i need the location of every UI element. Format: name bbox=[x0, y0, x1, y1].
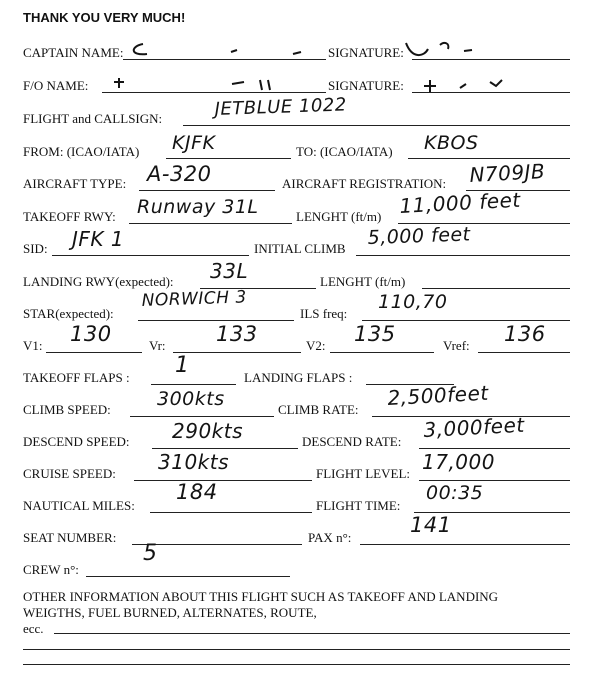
takeoff-lenght-line bbox=[398, 223, 570, 224]
vr-label: Vr: bbox=[149, 338, 166, 353]
v1-label: V1: bbox=[23, 338, 43, 353]
climb-speed-label: CLIMB SPEED: bbox=[23, 402, 111, 417]
other-info-rule-2 bbox=[23, 649, 570, 650]
pax-line bbox=[360, 544, 570, 545]
redacted-captain-name bbox=[125, 38, 325, 62]
aircraft-registration-value: N709JB bbox=[468, 159, 546, 187]
vr-line bbox=[173, 352, 301, 353]
crew-line bbox=[86, 576, 290, 577]
climb-speed-value: 300kts bbox=[157, 388, 225, 410]
nautical-miles-value: 184 bbox=[176, 480, 218, 504]
takeoff-rwy-value: Runway 31L bbox=[137, 196, 259, 218]
takeoff-flaps-label: TAKEOFF FLAPS : bbox=[23, 370, 130, 385]
to-value: KBOS bbox=[424, 132, 479, 154]
crew-label: CREW n°: bbox=[23, 562, 79, 577]
landing-rwy-value: 33L bbox=[210, 259, 249, 283]
vref-line bbox=[478, 352, 570, 353]
cruise-speed-label: CRUISE SPEED: bbox=[23, 466, 116, 481]
initial-climb-label: INITIAL CLIMB bbox=[254, 241, 346, 256]
star-line bbox=[138, 320, 294, 321]
to-line bbox=[408, 158, 570, 159]
flight-level-value: 17,000 bbox=[422, 450, 495, 474]
nautical-miles-label: NAUTICAL MILES: bbox=[23, 498, 135, 513]
from-label: FROM: (ICAO/IATA) bbox=[23, 144, 140, 159]
cruise-speed-value: 310kts bbox=[158, 450, 230, 474]
v1-value: 130 bbox=[70, 322, 112, 346]
seat-number-label: SEAT NUMBER: bbox=[23, 530, 117, 545]
landing-rwy-label: LANDING RWY(expected): bbox=[23, 274, 174, 289]
vref-value: 136 bbox=[504, 322, 546, 346]
climb-speed-line bbox=[130, 416, 274, 417]
flight-callsign-value: JETBLUE 1022 bbox=[214, 94, 348, 120]
aircraft-registration-label: AIRCRAFT REGISTRATION: bbox=[282, 176, 447, 191]
aircraft-type-value: A-320 bbox=[147, 162, 212, 186]
v2-value: 135 bbox=[354, 322, 396, 346]
other-info-rule-1 bbox=[54, 633, 570, 634]
initial-climb-line bbox=[356, 255, 570, 256]
fo-signature-label: SIGNATURE: bbox=[328, 78, 404, 93]
landing-flaps-label: LANDING FLAPS : bbox=[244, 370, 353, 385]
seat-number-line bbox=[132, 544, 302, 545]
v2-label: V2: bbox=[306, 338, 326, 353]
other-info-line-1: OTHER INFORMATION ABOUT THIS FLIGHT SUCH AS TAKEOFF AND LANDING bbox=[23, 589, 499, 604]
ils-freq-value: 110,70 bbox=[378, 291, 448, 313]
redacted-fo-name bbox=[104, 70, 324, 94]
sid-value: JFK 1 bbox=[72, 227, 125, 251]
flight-level-label: FLIGHT LEVEL: bbox=[316, 466, 410, 481]
vref-label: Vref: bbox=[443, 338, 470, 353]
flight-callsign-line bbox=[183, 125, 570, 126]
climb-rate-value: 2,500feet bbox=[386, 380, 490, 410]
descend-rate-label: DESCEND RATE: bbox=[302, 434, 402, 449]
flight-time-label: FLIGHT TIME: bbox=[316, 498, 401, 513]
fo-name-label: F/O NAME: bbox=[23, 78, 89, 93]
takeoff-lenght-label: LENGHT (ft/m) bbox=[296, 209, 382, 224]
v1-line bbox=[46, 352, 142, 353]
ils-freq-label: ILS freq: bbox=[300, 306, 348, 321]
flight-level-line bbox=[419, 480, 570, 481]
star-value: NORWICH 3 bbox=[141, 287, 248, 311]
sid-line bbox=[52, 255, 249, 256]
climb-rate-label: CLIMB RATE: bbox=[278, 402, 359, 417]
landing-lenght-label: LENGHT (ft/m) bbox=[320, 274, 406, 289]
from-value: KJFK bbox=[172, 132, 216, 154]
v2-line bbox=[330, 352, 434, 353]
vr-value: 133 bbox=[216, 322, 258, 346]
captain-signature-label: SIGNATURE: bbox=[328, 45, 404, 60]
sid-label: SID: bbox=[23, 241, 48, 256]
descend-speed-label: DESCEND SPEED: bbox=[23, 434, 130, 449]
aircraft-type-line bbox=[139, 190, 275, 191]
flight-callsign-label: FLIGHT and CALLSIGN: bbox=[23, 111, 163, 126]
from-line bbox=[166, 158, 291, 159]
redacted-fo-signature bbox=[420, 68, 520, 96]
takeoff-lenght-value: 11,000 feet bbox=[398, 187, 522, 218]
other-info-line-3: ecc. bbox=[23, 621, 44, 636]
form-title: THANK YOU VERY MUCH! bbox=[23, 10, 186, 25]
nautical-miles-line bbox=[150, 512, 312, 513]
captain-name-label: CAPTAIN NAME: bbox=[23, 45, 124, 60]
pax-label: PAX n°: bbox=[308, 530, 352, 545]
ils-freq-line bbox=[362, 320, 570, 321]
takeoff-flaps-line bbox=[151, 384, 236, 385]
redacted-captain-signature bbox=[398, 35, 488, 63]
other-info-rule-3 bbox=[23, 664, 570, 665]
pax-value: 141 bbox=[410, 513, 452, 537]
descend-rate-line bbox=[419, 448, 570, 449]
takeoff-rwy-line bbox=[129, 223, 292, 224]
descend-speed-value: 290kts bbox=[172, 419, 244, 443]
takeoff-rwy-label: TAKEOFF RWY: bbox=[23, 209, 116, 224]
star-label: STAR(expected): bbox=[23, 306, 114, 321]
descend-speed-line bbox=[152, 448, 298, 449]
crew-value: 5 bbox=[143, 541, 158, 566]
cruise-speed-line bbox=[134, 480, 312, 481]
to-label: TO: (ICAO/IATA) bbox=[296, 144, 393, 159]
landing-lenght-line bbox=[422, 288, 570, 289]
aircraft-type-label: AIRCRAFT TYPE: bbox=[23, 176, 127, 191]
takeoff-flaps-value: 1 bbox=[175, 353, 190, 378]
other-info-line-2: WEIGTHS, FUEL BURNED, ALTERNATES, ROUTE, bbox=[23, 605, 317, 620]
descend-rate-value: 3,000feet bbox=[422, 412, 526, 442]
initial-climb-value: 5,000 feet bbox=[367, 223, 471, 249]
flight-time-value: 00:35 bbox=[426, 482, 484, 504]
